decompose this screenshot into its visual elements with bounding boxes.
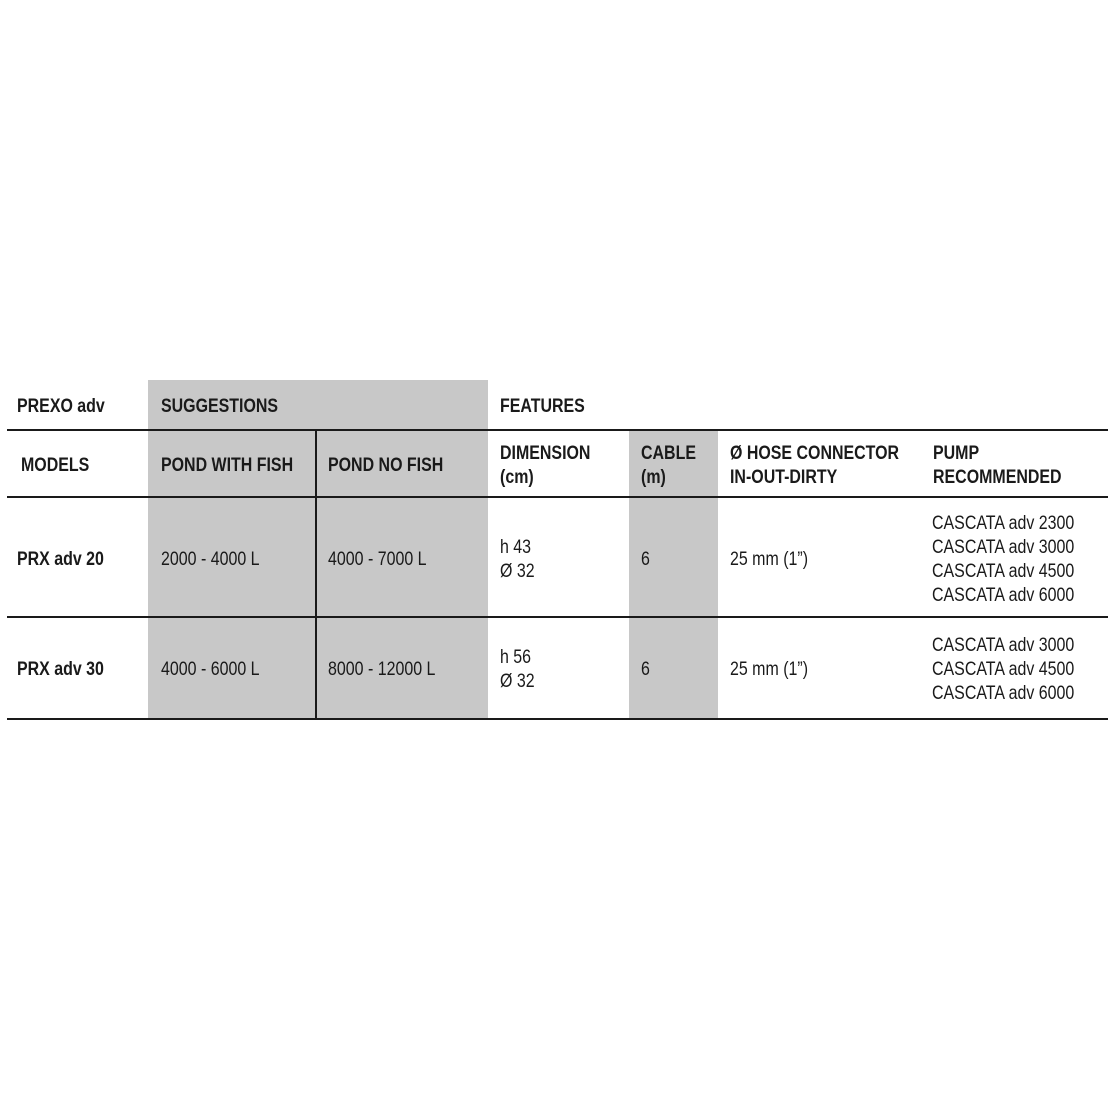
header-pump-line-1: PUMP	[933, 443, 980, 464]
header-hose-line-1: Ø HOSE CONNECTOR	[730, 443, 900, 464]
suggestions-divider	[315, 431, 317, 719]
header-top-rule	[7, 429, 1108, 431]
row-dimension-diameter: Ø 32	[500, 671, 535, 692]
row-pump-3: CASCATA adv 6000	[932, 683, 1075, 704]
row-pump-1: CASCATA adv 3000	[932, 635, 1075, 656]
header-dimension-line-2: (cm)	[500, 467, 534, 488]
row-pump-2: CASCATA adv 3000	[932, 537, 1075, 558]
row-dimension-diameter: Ø 32	[500, 561, 535, 582]
row-model: PRX adv 20	[17, 549, 104, 570]
header-hose-line-2: IN-OUT-DIRTY	[730, 467, 838, 488]
row-cable: 6	[641, 549, 650, 570]
row-cable: 6	[641, 659, 650, 680]
row-pump-2: CASCATA adv 4500	[932, 659, 1075, 680]
row-dimension-height: h 43	[500, 537, 532, 558]
row-pump-4: CASCATA adv 6000	[932, 585, 1075, 606]
row-pond-no-fish: 4000 - 7000 L	[328, 549, 427, 570]
header-pond-no-fish: POND NO FISH	[328, 455, 444, 476]
header-cable-line-2: (m)	[641, 467, 666, 488]
table-title: PREXO adv	[17, 396, 105, 417]
header-pump-line-2: RECOMMENDED	[933, 467, 1062, 488]
row-1-bottom-rule	[7, 616, 1108, 618]
header-cable-line-1: CABLE	[641, 443, 696, 464]
row-pond-with-fish: 4000 - 6000 L	[161, 659, 260, 680]
row-model: PRX adv 30	[17, 659, 104, 680]
row-pond-with-fish: 2000 - 4000 L	[161, 549, 260, 570]
group-suggestions: SUGGESTIONS	[161, 396, 279, 417]
row-pump-3: CASCATA adv 4500	[932, 561, 1075, 582]
header-pond-with-fish: POND WITH FISH	[161, 455, 294, 476]
header-bottom-rule	[7, 496, 1108, 498]
group-features: FEATURES	[500, 396, 585, 417]
row-hose: 25 mm (1”)	[730, 549, 809, 570]
table-bottom-rule	[7, 718, 1108, 720]
header-models: MODELS	[21, 455, 90, 476]
row-hose: 25 mm (1”)	[730, 659, 809, 680]
row-pump-1: CASCATA adv 2300	[932, 513, 1075, 534]
header-dimension-line-1: DIMENSION	[500, 443, 591, 464]
row-pond-no-fish: 8000 - 12000 L	[328, 659, 436, 680]
row-dimension-height: h 56	[500, 647, 532, 668]
